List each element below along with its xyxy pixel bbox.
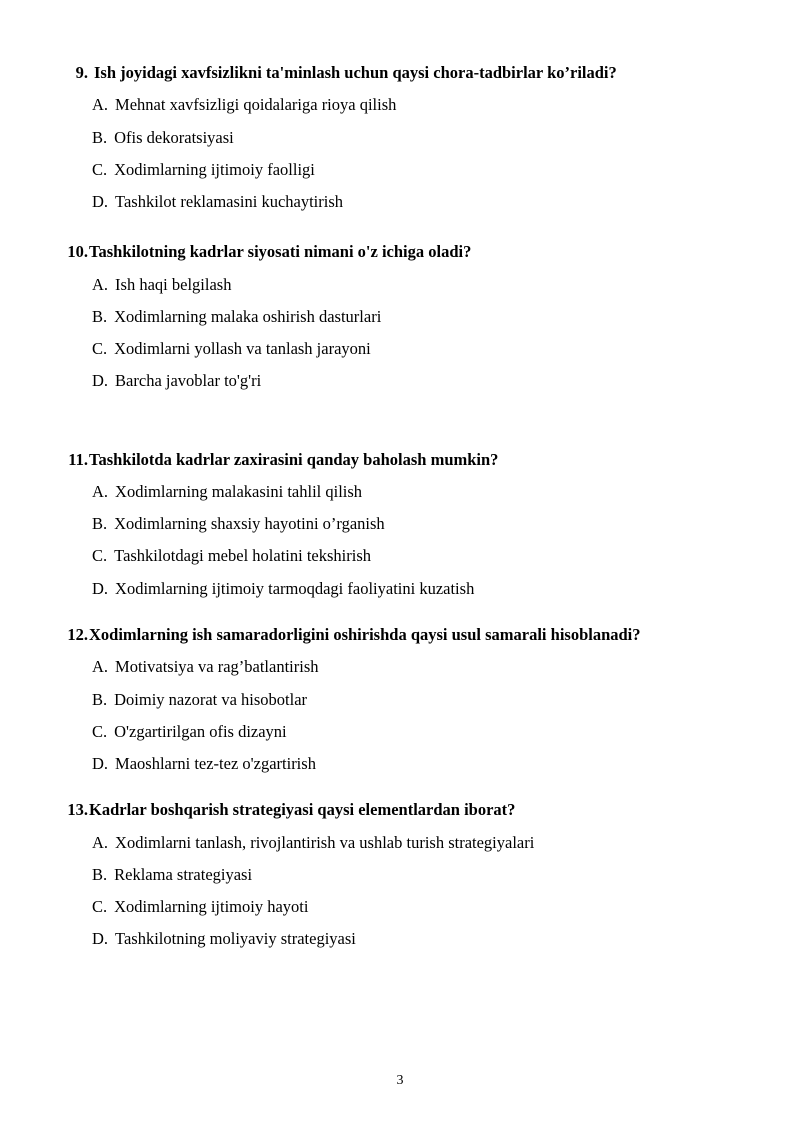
list-item xyxy=(62,656,730,678)
option-letter: D. xyxy=(92,192,109,212)
option-letter: B. xyxy=(92,127,108,147)
option-letter: A. xyxy=(92,481,109,501)
option-letter: C. xyxy=(92,339,108,359)
option-letter: C. xyxy=(92,721,108,741)
option-letter: C. xyxy=(92,159,108,179)
option-text: Ish haqi belgilash xyxy=(115,274,232,294)
question-text: Tashkilotda kadrlar zaxirasini qanday baholash mumkin? xyxy=(89,449,499,469)
list-item xyxy=(62,578,730,600)
question-heading xyxy=(62,799,730,821)
option-text: Motivatsiya va rag’batlantirish xyxy=(115,657,319,677)
option-letter: C. xyxy=(92,897,108,917)
list-item xyxy=(62,338,730,360)
option-list xyxy=(62,832,730,951)
list-item xyxy=(62,721,730,743)
option-letter: D. xyxy=(92,371,109,391)
question-block xyxy=(62,62,730,213)
option-text: Doimiy nazorat va hisobotlar xyxy=(114,689,308,709)
section-spacer xyxy=(62,223,730,241)
option-letter: A. xyxy=(92,657,109,677)
question-heading xyxy=(62,624,730,646)
list-item xyxy=(62,753,730,775)
option-text: O'zgartirilgan ofis dizayni xyxy=(114,721,287,741)
option-text: Xodimlarning shaxsiy hayotini o’rganish xyxy=(114,514,385,534)
list-item xyxy=(62,159,730,181)
list-item xyxy=(62,191,730,213)
option-text: Xodimlarning ijtimoiy hayoti xyxy=(114,897,309,917)
option-list xyxy=(62,481,730,600)
question-block xyxy=(62,241,730,392)
question-text: Xodimlarning ish samaradorligini oshirishda qaysi usul samarali hisoblanadi? xyxy=(89,624,641,644)
question-number: 11. xyxy=(68,449,88,469)
option-text: Tashkilotning moliyaviy strategiyasi xyxy=(115,929,356,949)
option-letter: D. xyxy=(92,578,109,598)
list-item xyxy=(62,481,730,503)
list-item xyxy=(62,513,730,535)
option-text: Maoshlarni tez-tez o'zgartirish xyxy=(115,754,316,774)
page-number: 3 xyxy=(396,1073,404,1088)
question-heading xyxy=(62,62,730,84)
option-letter: A. xyxy=(92,274,109,294)
list-item xyxy=(62,94,730,116)
option-list xyxy=(62,274,730,393)
option-letter: B. xyxy=(92,864,108,884)
question-heading xyxy=(62,241,730,263)
option-letter: D. xyxy=(92,929,109,949)
list-item xyxy=(62,832,730,854)
option-text: Reklama strategiyasi xyxy=(114,864,253,884)
question-block xyxy=(62,799,730,950)
list-item xyxy=(62,689,730,711)
option-letter: B. xyxy=(92,514,108,534)
option-text: Tashkilotdagi mebel holatini tekshirish xyxy=(114,546,371,566)
question-number: 10. xyxy=(67,242,88,262)
list-item xyxy=(62,306,730,328)
question-heading xyxy=(62,449,730,471)
option-text: Ofis dekoratsiyasi xyxy=(114,127,234,147)
option-list xyxy=(62,656,730,775)
option-text: Xodimlarni yollash va tanlash jarayoni xyxy=(114,339,371,359)
option-letter: A. xyxy=(92,832,109,852)
question-number: 9. xyxy=(75,63,88,82)
list-item xyxy=(62,545,730,567)
list-item xyxy=(62,274,730,296)
list-item xyxy=(62,928,730,950)
question-text: Tashkilotning kadrlar siyosati nimani o'z ichiga oladi? xyxy=(89,242,472,262)
option-letter: D. xyxy=(92,754,109,774)
question-text: Kadrlar boshqarish strategiyasi qaysi elementlardan iborat? xyxy=(89,800,516,820)
option-text: Mehnat xavfsizligi qoidalariga rioya qilish xyxy=(115,95,397,115)
list-item xyxy=(62,896,730,918)
question-number: 13. xyxy=(67,800,88,820)
question-block xyxy=(62,449,730,600)
option-text: Xodimlarning malaka oshirish dasturlari xyxy=(114,306,382,326)
option-text: Xodimlarni tanlash, rivojlantirish va ushlab turish strategiyalari xyxy=(115,832,535,852)
option-letter: B. xyxy=(92,689,108,709)
option-list xyxy=(62,94,730,213)
section-spacer xyxy=(62,785,730,799)
option-text: Xodimlarning ijtimoiy tarmoqdagi faoliyatini kuzatish xyxy=(115,578,475,598)
option-letter: B. xyxy=(92,306,108,326)
question-block xyxy=(62,624,730,775)
option-text: Xodimlarning ijtimoiy faolligi xyxy=(114,159,315,179)
option-letter: A. xyxy=(92,95,109,115)
option-text: Tashkilot reklamasini kuchaytirish xyxy=(115,192,344,212)
list-item xyxy=(62,127,730,149)
question-number: 12. xyxy=(67,624,88,644)
option-text: Xodimlarning malakasini tahlil qilish xyxy=(115,481,363,501)
section-spacer xyxy=(62,403,730,449)
list-item xyxy=(62,864,730,886)
option-text: Barcha javoblar to'g'ri xyxy=(115,371,262,391)
list-item xyxy=(62,370,730,392)
question-text: Ish joyidagi xavfsizlikni ta'minlash uchun qaysi chora-tadbirlar ko’riladi? xyxy=(94,63,617,82)
option-letter: C. xyxy=(92,546,108,566)
section-spacer xyxy=(62,610,730,624)
